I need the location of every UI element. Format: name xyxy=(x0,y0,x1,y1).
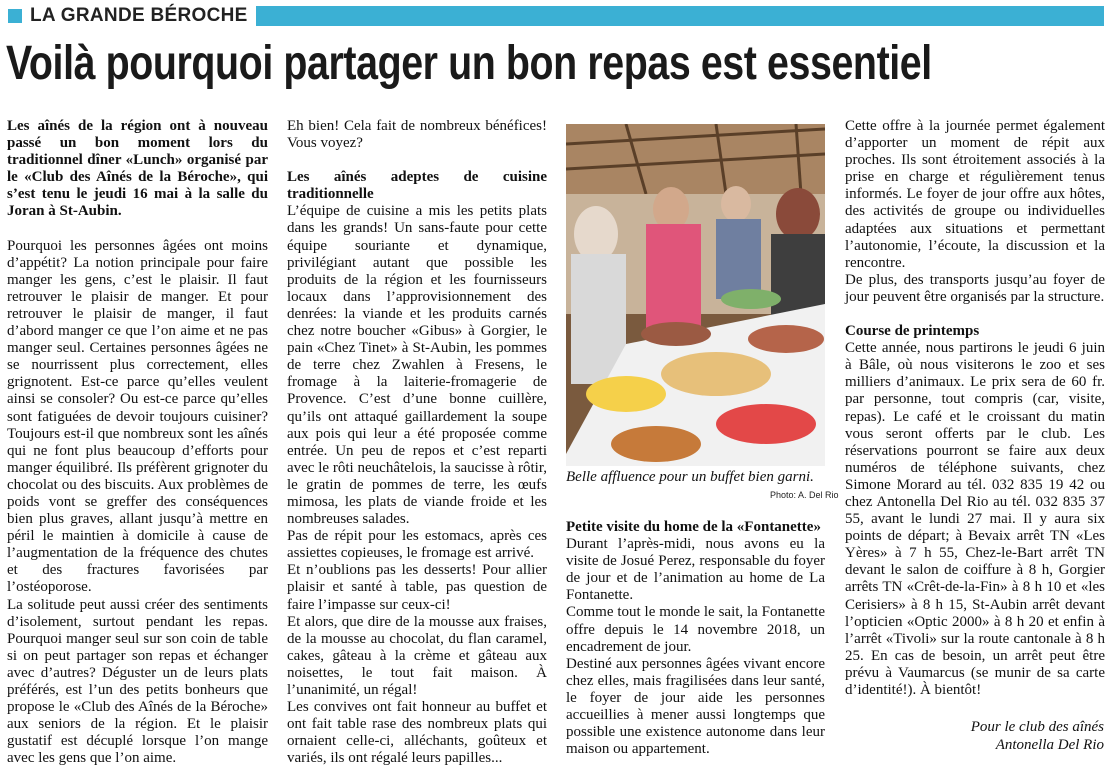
section-title: LA GRANDE BÉROCHE xyxy=(30,5,248,26)
paragraph: Les convives ont fait honneur au buffet et ont fait table rase des nombreux plats qui ornaient celle-ci, alléchants, goûteux et variés, ils ont régalé leurs papilles... xyxy=(287,699,547,767)
paragraph: La solitude peut aussi créer des sentiments d’isolement, surtout pendant les repas. Pourquoi manger seul sur son coin de table si on peut partager son repas et échanger avec d’autres? Déguster un de leurs plats préférés, est l’un des petits bonheurs que propose le «Club des Aînés de la Béroche» aux seniors de la région. Et le plaisir gustatif est décuplé lorsque l’on mange avec les gens que l’on aime. xyxy=(7,596,268,767)
subheading-fontanette: Petite visite du home de la «Fontanette» xyxy=(566,519,821,535)
paragraph: Et alors, que dire de la mousse aux fraises, de la mousse au chocolat, du flan caramel, cakes, gâteau à la crème et gâteau aux noisettes, le tout fait maison. À l’unanimité, un régal! xyxy=(287,613,547,698)
signature xyxy=(971,718,1104,754)
paragraph: De plus, des transports jusqu’au foyer de jour peuvent être organisés par la structure. xyxy=(845,271,1105,305)
subheading-course: Course de printemps xyxy=(845,323,980,340)
photo-credit: Photo: A. Del Rio xyxy=(770,490,839,500)
section-label xyxy=(8,6,256,26)
column-4 xyxy=(845,118,1105,699)
headline: Voilà pourquoi partager un bon repas est essentiel xyxy=(6,37,932,90)
buffet-photo-illustration xyxy=(566,124,825,466)
lead-paragraph: Les aînés de la région ont à nouveau passé un bon moment lors du traditionnel dîner «Lunch» organisé par le «Club des Aînés de la Béroche», qui s’est tenu le jeudi 16 mai à la salle du Joran à St-Aubin. xyxy=(7,118,268,220)
column-1 xyxy=(7,118,268,767)
subheading-cuisine: Les aînés adeptes de cuisine traditionnelle xyxy=(287,169,547,203)
buffet-photo xyxy=(566,124,825,466)
paragraph: Pourquoi les personnes âgées ont moins d’appétit? La notion principale pour faire manger les gens, c’est le plaisir. Il faut retrouver le plaisir de manger. Et pour retrouver le plaisir de manger, il faut d’abord manger ce que l’on aime et ne pas manger seul. Certaines personnes âgées ne se nourrissent plus correctement, elles grignotent. Est-ce parce qu’elles veulent ainsi se consoler? Ou est-ce parce qu’elles sont fatiguées de devoir toujours cuisiner? Toujours est-il que nombreux sont les aînés qui ne font plus beaucoup d’efforts pour manger équilibré. Ils préfèrent grignoter du chocolat ou des biscuits. Aux problèmes de poids vont se greffer des conséquences bien plus graves, allant jusqu’à mettre en péril le maintien à domicile à cause de l’augmentation de la fréquence des chutes et des fractures favorisées par l’ostéoporose. xyxy=(7,237,268,596)
paragraph: Destiné aux personnes âgées vivant encore chez elles, mais fragilisées dans leur santé, le foyer de jour aide les personnes accueillies à mener aussi longtemps que possible une existence autonome dans leur maison ou appartement. xyxy=(566,655,825,758)
column-2 xyxy=(287,118,547,767)
paragraph: Cette offre à la journée permet également d’apporter un moment de répit aux proches. Ils sont étroitement associés à la prise en charge et régulièrement tenus informés. Le foyer de jour offre aux hôtes, des activités de groupe ou individuelles adaptées aux situations et permettant l’autonomie, l’écoute, la discussion et la rencontre. xyxy=(845,118,1105,271)
paragraph: Et n’oublions pas les desserts! Pour allier plaisir et santé à table, pas question de faire l’impasse sur ceux-ci! xyxy=(287,562,547,613)
paragraph: Comme tout le monde le sait, la Fontanette offre depuis le 14 novembre 2018, un encadrement de jour. xyxy=(566,604,825,655)
photo-caption: Belle affluence pour un buffet bien garni. xyxy=(566,469,814,485)
paragraph: L’équipe de cuisine a mis les petits plats dans les grands! Un sans-faute pour cette équipe souriante et dynamique, privilégiant autant que possible les produits de la région et les fournisseurs locaux dans l’approvisionnement des denrées: la viande et les produits carnés chez notre boucher «Gibus» à Gorgier, le pain «Chez Tinet» à St-Aubin, les pommes de terre chez Zwahlen à Fresens, le fromage à la laiterie-fromagerie de Provence. C’est d’une bonne cuillère, qu’ils ont attaqué gaillardement la soupe aux pois qui leur a été proposée comme entrée. Un peu de repos et c’est reparti avec le rôti neuchâtelois, la saucisse à rôtir, le gratin de pommes de terre, les œufs mimosa, les plats de viande froide et les nombreuses salades. xyxy=(287,203,547,528)
paragraph: Durant l’après-midi, nous avons eu la visite de Josué Perez, responsable du foyer de jour et de l’animation au home de La Fontanette. xyxy=(566,536,825,604)
section-square xyxy=(8,9,22,23)
column-3 xyxy=(566,519,825,758)
paragraph: Eh bien! Cela fait de nombreux bénéfices! Vous voyez? xyxy=(287,118,547,152)
signature-line-2: Antonella Del Rio xyxy=(995,737,1104,753)
signature-line-1: Pour le club des aînés xyxy=(970,719,1104,735)
paragraph: Pas de répit pour les estomacs, après ces assiettes copieuses, le fromage est arrivé. xyxy=(287,528,547,562)
paragraph: Cette année, nous partirons le jeudi 6 juin à Bâle, où nous visiterons le zoo et ses milliers d’animaux. Le prix sera de 60 fr. par personne, tout compris (car, visite, repas). Le café et le croissant du matin vous seront offerts par le club. Les réservations pourront se faire aux deux numéros de téléphone suivants, chez Simone Morard au tél. 032 835 19 42 ou chez Antonella Del Rio au tél. 032 835 37 55, avant le lundi 27 mai. Il y aura six points de départ; à Bevaix arrêt TN «Les Yères» à 7 h 55, Chez-le-Bart arrêt TN devant le salon de coiffure à 8 h, Gorgier arrêts TN «Crêt-de-la-Fin» à 8 h 10 et «les Cerisiers» à 8 h 15, St-Aubin arrêt devant l’opticien «Optic 2000» à 8 h 20 et enfin à l’arrêt «Tivoli» sur la route cantonale à 8 h 25. En cas de besoin, un arrêt peut être prévu à Vaumarcus (se munir de sa carte d’identité!). À bientôt! xyxy=(845,340,1105,698)
